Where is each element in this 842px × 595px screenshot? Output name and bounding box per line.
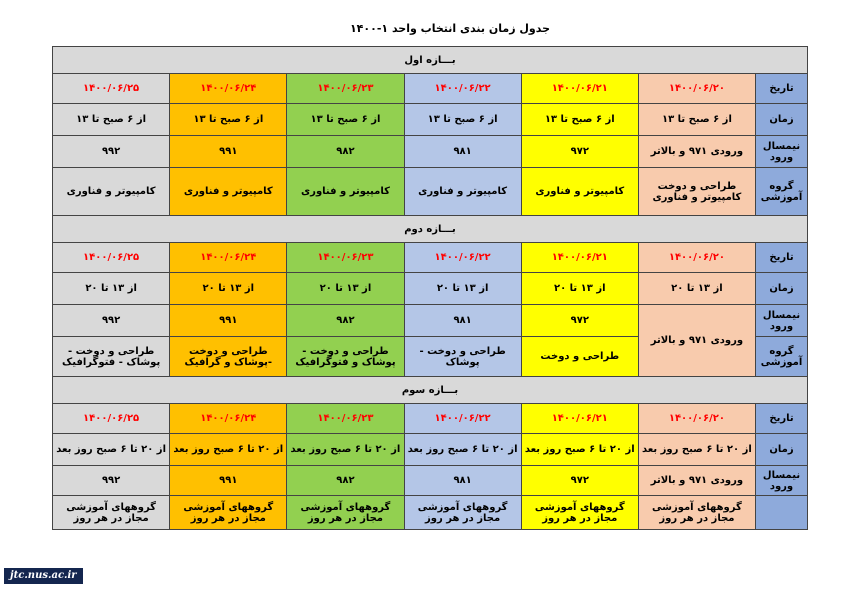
date-row	[53, 404, 808, 434]
date-cell: ۱۴۰۰/۰۶/۲۲	[404, 243, 521, 273]
period-header-row	[53, 216, 808, 243]
row-label-semester: نیمسال ورود	[756, 466, 808, 496]
date-cell: ۱۴۰۰/۰۶/۲۴	[170, 74, 287, 104]
semester-cell: ۹۹۱	[170, 136, 287, 168]
semester-cell: ۹۹۲	[53, 136, 170, 168]
date-cell: ۱۴۰۰/۰۶/۲۳	[287, 243, 404, 273]
page-title: جدول زمان بندی انتخاب واحد ۱-۱۴۰۰	[349, 22, 551, 35]
time-cell: از ۲۰ تا ۶ صبح روز بعد	[287, 434, 404, 466]
time-cell: از ۱۳ تا ۲۰	[170, 273, 287, 305]
row-label-group: گروه آموزشی	[756, 168, 808, 216]
date-cell: ۱۴۰۰/۰۶/۲۱	[521, 243, 638, 273]
time-cell: از ۱۳ تا ۲۰	[404, 273, 521, 305]
group-cell: طراحی و دوخت	[521, 337, 638, 377]
row-label-time: زمان	[756, 104, 808, 136]
semester-cell: ۹۸۲	[287, 466, 404, 496]
semester-cell: ۹۹۱	[170, 305, 287, 337]
semester-cell: ۹۸۱	[404, 136, 521, 168]
semester-row	[53, 136, 808, 168]
group-cell: گروههای آموزشی مجاز در هر روز	[638, 496, 755, 530]
period-header-row	[53, 377, 808, 404]
semester-cell: ۹۸۱	[404, 305, 521, 337]
date-cell: ۱۴۰۰/۰۶/۲۰	[638, 74, 755, 104]
semester-cell: ۹۷۲	[521, 466, 638, 496]
date-cell: ۱۴۰۰/۰۶/۲۲	[404, 74, 521, 104]
group-cell: گروههای آموزشی مجاز در هر روز	[404, 496, 521, 530]
semester-cell: ۹۸۲	[287, 305, 404, 337]
row-label-semester: نیمسال ورود	[756, 136, 808, 168]
group-cell: کامپیوتر و فناوری	[170, 168, 287, 216]
semester-cell: ۹۷۲	[521, 305, 638, 337]
time-cell: از ۶ صبح تا ۱۳	[638, 104, 755, 136]
date-cell: ۱۴۰۰/۰۶/۲۳	[287, 404, 404, 434]
semester-cell: ۹۸۲	[287, 136, 404, 168]
group-cell: طراحی و دوخت - پوشاک - فتوگرافیک	[53, 337, 170, 377]
date-cell: ۱۴۰۰/۰۶/۲۲	[404, 404, 521, 434]
row-label-semester: نیمسال ورود	[756, 305, 808, 337]
time-cell: از ۶ صبح تا ۱۳	[404, 104, 521, 136]
semester-row	[53, 305, 808, 337]
time-cell: از ۲۰ تا ۶ صبح روز بعد	[404, 434, 521, 466]
period-title: بـــازه دوم	[53, 216, 808, 243]
semester-cell: ۹۸۱	[404, 466, 521, 496]
time-cell: از ۶ صبح تا ۱۳	[287, 104, 404, 136]
date-cell: ۱۴۰۰/۰۶/۲۴	[170, 404, 287, 434]
time-cell: از ۶ صبح تا ۱۳	[53, 104, 170, 136]
group-cell: گروههای آموزشی مجاز در هر روز	[287, 496, 404, 530]
time-cell: از ۶ صبح تا ۱۳	[521, 104, 638, 136]
date-cell: ۱۴۰۰/۰۶/۲۱	[521, 404, 638, 434]
time-cell: از ۱۳ تا ۲۰	[638, 273, 755, 305]
semester-cell: ۹۷۲	[521, 136, 638, 168]
group-row	[53, 496, 808, 530]
time-row	[53, 104, 808, 136]
group-cell: طراحی و دوخت کامپیوتر و فناوری	[638, 168, 755, 216]
date-cell: ۱۴۰۰/۰۶/۲۵	[53, 74, 170, 104]
merged-semester-cell: ورودی ۹۷۱ و بالاتر	[638, 305, 755, 377]
date-cell: ۱۴۰۰/۰۶/۲۳	[287, 74, 404, 104]
date-cell: ۱۴۰۰/۰۶/۲۰	[638, 404, 755, 434]
group-cell: گروههای آموزشی مجاز در هر روز	[170, 496, 287, 530]
group-cell: طراحی و دوخت - پوشاک	[404, 337, 521, 377]
period-title: بـــازه سوم	[53, 377, 808, 404]
semester-cell: ۹۹۱	[170, 466, 287, 496]
date-cell: ۱۴۰۰/۰۶/۲۵	[53, 404, 170, 434]
group-cell: کامپیوتر و فناوری	[521, 168, 638, 216]
date-row	[53, 243, 808, 273]
group-cell: کامپیوتر و فناوری	[287, 168, 404, 216]
group-cell: کامپیوتر و فناوری	[404, 168, 521, 216]
semester-cell: ورودی ۹۷۱ و بالاتر	[638, 466, 755, 496]
row-label-date: تاریخ	[756, 404, 808, 434]
semester-cell: ۹۹۲	[53, 305, 170, 337]
time-cell: از ۱۳ تا ۲۰	[521, 273, 638, 305]
date-row	[53, 74, 808, 104]
group-cell: کامپیوتر و فناوری	[53, 168, 170, 216]
row-label-date: تاریخ	[756, 243, 808, 273]
row-label-time: زمان	[756, 434, 808, 466]
time-row	[53, 273, 808, 305]
semester-cell: ۹۹۲	[53, 466, 170, 496]
time-cell: از ۲۰ تا ۶ صبح روز بعد	[521, 434, 638, 466]
date-cell: ۱۴۰۰/۰۶/۲۱	[521, 74, 638, 104]
group-cell: طراحی و دوخت - پوشاک و فتوگرافیک	[287, 337, 404, 377]
time-row	[53, 434, 808, 466]
semester-row	[53, 466, 808, 496]
group-cell: گروههای آموزشی مجاز در هر روز	[53, 496, 170, 530]
time-cell: از ۲۰ تا ۶ صبح روز بعد	[170, 434, 287, 466]
row-label-time: زمان	[756, 273, 808, 305]
semester-cell: ورودی ۹۷۱ و بالاتر	[638, 136, 755, 168]
date-cell: ۱۴۰۰/۰۶/۲۵	[53, 243, 170, 273]
time-cell: از ۶ صبح تا ۱۳	[170, 104, 287, 136]
time-cell: از ۲۰ تا ۶ صبح روز بعد	[638, 434, 755, 466]
site-url-badge[interactable]: jtc.nus.ac.ir	[4, 568, 83, 584]
group-row	[53, 168, 808, 216]
date-cell: ۱۴۰۰/۰۶/۲۰	[638, 243, 755, 273]
date-cell: ۱۴۰۰/۰۶/۲۴	[170, 243, 287, 273]
row-label-group: گروه آموزشی	[756, 337, 808, 377]
group-cell: گروههای آموزشی مجاز در هر روز	[521, 496, 638, 530]
period-header-row	[53, 47, 808, 74]
time-cell: از ۲۰ تا ۶ صبح روز بعد	[53, 434, 170, 466]
time-cell: از ۱۳ تا ۲۰	[53, 273, 170, 305]
period-title: بـــازه اول	[53, 47, 808, 74]
schedule-table	[52, 46, 808, 530]
time-cell: از ۱۳ تا ۲۰	[287, 273, 404, 305]
row-label-empty	[756, 496, 808, 530]
group-cell: طراحی و دوخت -پوشاک و گرافیک	[170, 337, 287, 377]
row-label-date: تاریخ	[756, 74, 808, 104]
